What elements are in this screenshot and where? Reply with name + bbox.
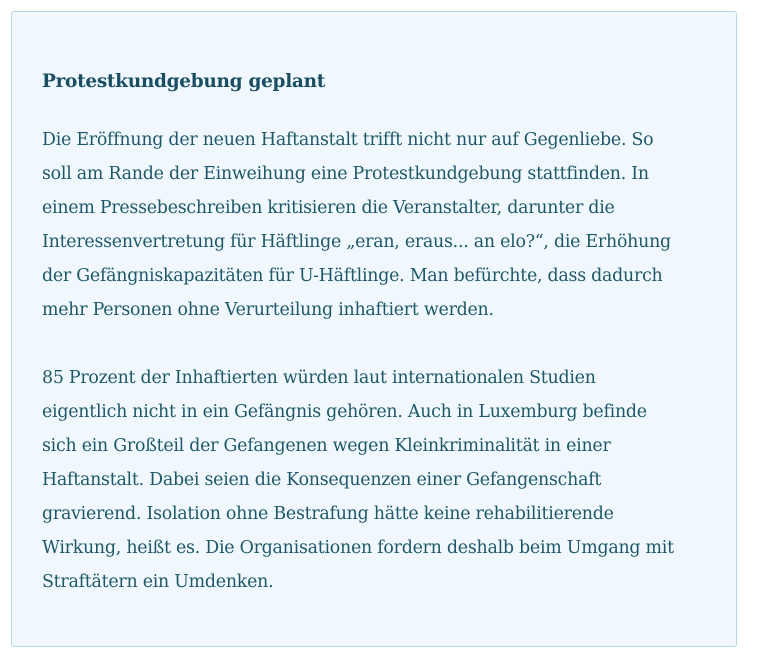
info-box	[11, 11, 737, 647]
paragraph-line: einem Pressebeschreiben kritisieren die Veranstalter, darunter die	[42, 198, 615, 218]
paragraph-line: der Gefängniskapazitäten für U-Häftlinge. Man befürchte, dass dadurch	[42, 266, 663, 286]
paragraph-line: soll am Rande der Einweihung eine Protestkundgebung stattfinden. In	[42, 164, 649, 184]
paragraph-line: mehr Personen ohne Verurteilung inhaftiert werden.	[42, 300, 494, 320]
paragraph-line: Wirkung, heißt es. Die Organisationen fordern deshalb beim Umgang mit	[42, 538, 674, 558]
paragraph-line: 85 Prozent der Inhaftierten würden laut internationalen Studien	[42, 368, 596, 388]
info-box-title: Protestkundgebung geplant	[42, 71, 325, 92]
paragraph-line: Haftanstalt. Dabei seien die Konsequenzen einer Gefangenschaft	[42, 470, 602, 490]
info-box-paragraph-1	[42, 123, 706, 327]
paragraph-line: eigentlich nicht in ein Gefängnis gehören. Auch in Luxemburg befinde	[42, 402, 647, 422]
paragraph-line: gravierend. Isolation ohne Bestrafung hätte keine rehabilitierende	[42, 504, 614, 524]
paragraph-line: sich ein Großteil der Gefangenen wegen Kleinkriminalität in einer	[42, 436, 611, 456]
paragraph-line: Interessenvertretung für Häftlinge „eran, eraus... an elo?“, die Erhöhung	[42, 232, 671, 252]
paragraph-line: Die Eröffnung der neuen Haftanstalt trifft nicht nur auf Gegenliebe. So	[42, 130, 654, 150]
info-box-paragraph-2	[42, 361, 706, 599]
paragraph-line: Straftätern ein Umdenken.	[42, 572, 274, 592]
